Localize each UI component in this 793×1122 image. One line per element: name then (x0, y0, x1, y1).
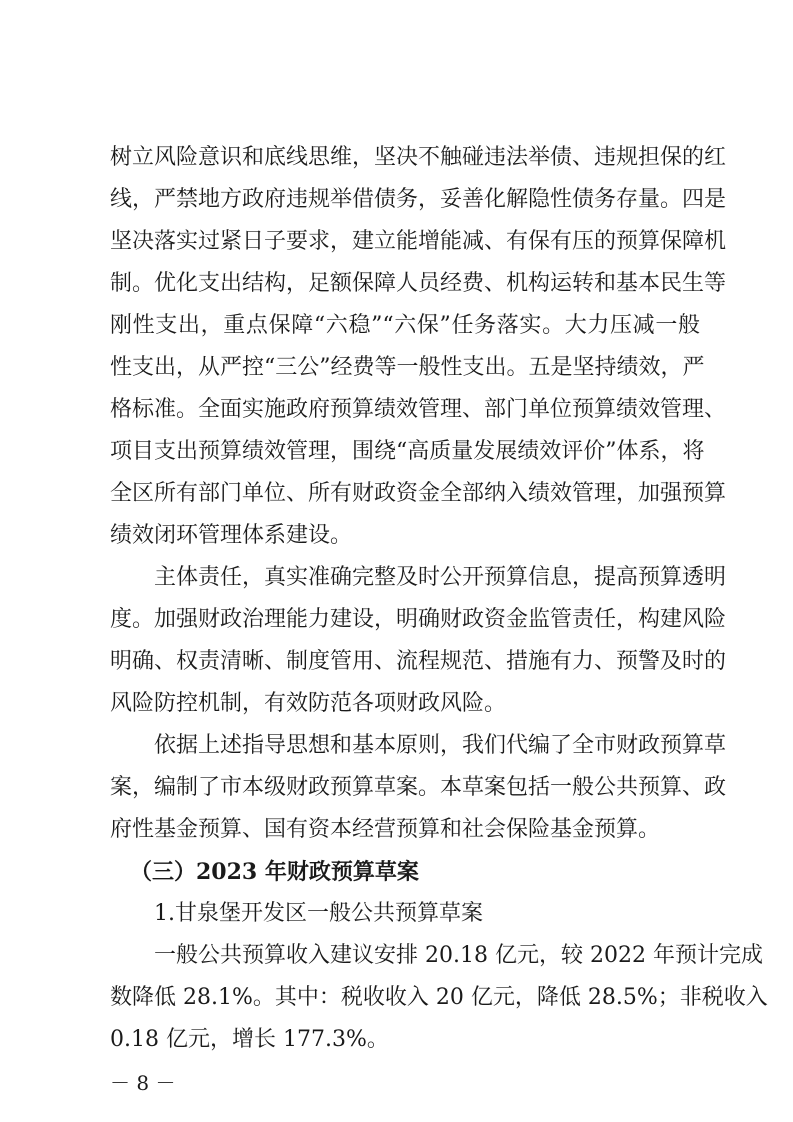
paragraph-line: 明确、权责清晰、制度管用、流程规范、措施有力、预警及时的 (110, 649, 727, 674)
paragraph-line: 风险防控机制，有效防范各项财政风险。 (110, 691, 507, 716)
paragraph-line: 数降低 28.1%。其中：税收收入 20 亿元，降低 28.5%；非税收入 (110, 985, 768, 1010)
paragraph-line: 性支出，从严控“三公”经费等一般性支出。五是坚持绩效，严 (110, 355, 705, 380)
paragraph-line: 刚性支出，重点保障“六稳”“六保”任务落实。大力压减一般 (110, 313, 700, 338)
page-number: － 8 － (110, 1071, 176, 1095)
paragraph-line: 制。优化支出结构，足额保障人员经费、机构运转和基本民生等 (110, 271, 727, 296)
paragraph-line: 一般公共预算收入建议安排 20.18 亿元，较 2022 年预计完成 (154, 943, 763, 968)
paragraph-line: 项目支出预算绩效管理，围绕“高质量发展绩效评价”体系，将 (110, 439, 705, 464)
paragraph-line: 线，严禁地方政府违规举借债务，妥善化解隐性债务存量。四是 (110, 187, 727, 212)
paragraph-line: 依据上述指导思想和基本原则，我们代编了全市财政预算草 (154, 733, 727, 758)
paragraph-line: 主体责任，真实准确完整及时公开预算信息，提高预算透明 (154, 565, 727, 590)
paragraph-line: 坚决落实过紧日子要求，建立能增能减、有保有压的预算保障机 (110, 229, 727, 254)
paragraph-line: 树立风险意识和底线思维，坚决不触碰违法举债、违规担保的红 (110, 145, 727, 170)
paragraph-line: 0.18 亿元，增长 177.3%。 (110, 1027, 389, 1052)
paragraph-line: 格标准。全面实施政府预算绩效管理、部门单位预算绩效管理、 (110, 397, 727, 422)
paragraph-line: 度。加强财政治理能力建设，明确财政资金监管责任，构建风险 (110, 607, 727, 632)
paragraph-line: 案，编制了市本级财政预算草案。本草案包括一般公共预算、政 (110, 775, 727, 800)
paragraph-line: 绩效闭环管理体系建设。 (110, 523, 353, 548)
section-heading: （三）2023 年财政预算草案 (130, 859, 419, 885)
paragraph-line: 全区所有部门单位、所有财政资金全部纳入绩效管理，加强预算 (110, 481, 727, 506)
subsection-heading: 1.甘泉堡开发区一般公共预算草案 (154, 901, 483, 926)
paragraph-line: 府性基金预算、国有资本经营预算和社会保险基金预算。 (110, 817, 661, 842)
